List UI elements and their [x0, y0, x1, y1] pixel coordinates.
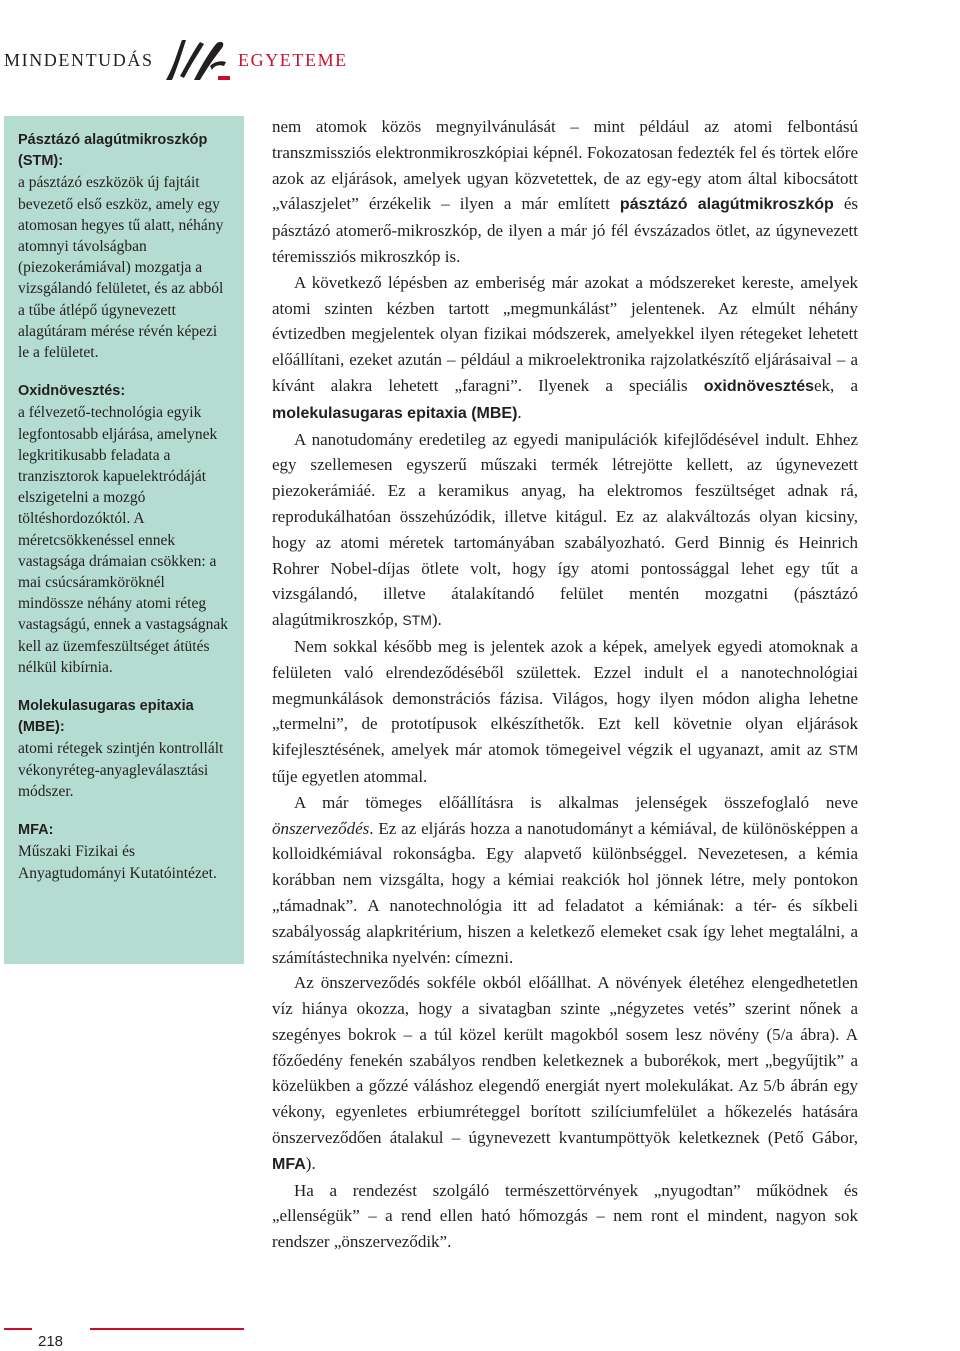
footer-rule — [4, 1328, 32, 1330]
italic-term: önszerveződés — [272, 818, 370, 838]
text-run: ek, a — [814, 375, 859, 395]
glossary-definition: a félvezető-technológia egyik legfontosabb eljárása, amelynek legkritikusabb feladata a tranzisztorok kapuelektródáját elszigetelni a mozgó töltéshordozóktól. A méretcsökkenéssel ennek vastagsága drámaian csökken: a mai csúcsáramköröknél mindössze néhány atomi réteg vastagságú, ennek a vastagságnak kell az üzemfeszültséget átütés nélkül kibírnia. — [18, 404, 229, 676]
paragraph — [272, 270, 858, 427]
paragraph — [272, 1178, 858, 1255]
text-run: A következő lépésben az emberiség már azokat a módszereket kereste, amelyek atomi szinten kézben tartott „megmunkálást” jelentenek. Az elmúlt néhány évtizedben megjelentek olyan fizikai módszerek, amelyekkel ilyen rétegeket lehetett előállítani, ezeket azután – például a mikroelektronika rajzolatkészítő eljárásaival – a kívánt alakra lehetett „faragni”. Ilyenek a speciális — [272, 272, 858, 395]
glossary-term: Oxidnövesztés: — [18, 383, 126, 400]
body-text — [272, 114, 858, 1255]
abbreviation: STM — [828, 742, 858, 759]
text-run: nem atomok közös megnyilvánulását – mint például az atomi felbontású transzmissziós elektronmikroszkópiai képnél. Fokozatosan fedezték fel és törtek előre azok az eljárások, amelyek ugyan közvetettek, de az egy-egy atom által kibocsátott „válaszjelet” érzékelik – ilyen a már említett — [272, 117, 858, 214]
term-highlight: oxidnövesztés — [703, 377, 814, 395]
text-run: Az önszerveződés sokféle okból előállhat. A növények életéhez elengedhetetlen víz hiánya okozza, hogy a sivatagban szinte „négyzetes vetés” szerint nőnek a szegényes bokrok – a túl közel került magokból sosem lesz növény (5/a ábra). A főzőedény fenekén szabályos rendben keletkeznek a buborékok, mert „begyűjtik” a közelükben a gőzzé váláshoz elegendő energiát nyert molekulákat. Az 5/b ábrán egy vékony, egyenletes erbiumréteggel borított szilíciumfelület a hőkezelés hatására önszerveződően átalakul – úgynevezett kvantumpöttyök keletkeznek (Pető Gábor, — [272, 973, 858, 1148]
glossary-term: MFA: — [18, 822, 54, 839]
text-run: . — [517, 402, 522, 422]
paragraph — [272, 114, 858, 270]
paragraph — [272, 427, 858, 634]
page-number: 218 — [38, 1333, 64, 1350]
glossary-definition: atomi rétegek szintjén kontrollált vékonyréteg-anyagleválasztási módszer. — [18, 740, 224, 800]
glossary-entry — [18, 381, 232, 678]
brand-title-right: EGYETEME — [238, 50, 348, 70]
text-run: Nem sokkal később meg is jelentek azok a képek, amelyek egyedi atomoknak a felületen való elrendeződéséből születtek. Ezzel indult el a nanotechnológiai megmunkálások demonstrációs fázisa. Világos, hogy ilyen módon aligha lehetne „termelni”, de prototípusok elkészíthetők. Ezt kell követnie olyan eljárások kifejlesztésének, amelyek már atomok tömegeivel végzik el ugyanazt, amit az — [272, 636, 858, 760]
glossary-entry — [18, 820, 232, 884]
text-run: ). — [431, 610, 442, 630]
abbreviation: STM — [402, 612, 432, 629]
paragraph — [272, 970, 858, 1177]
glossary-term: Pásztázó alagútmikroszkóp (STM): — [18, 132, 208, 170]
glossary-entry — [18, 130, 232, 363]
term-highlight: molekulasugaras epitaxia (MBE) — [272, 404, 518, 422]
term-highlight: MFA — [272, 1155, 306, 1173]
text-run: Ha a rendezést szolgáló természettörvények „nyugodtan” működnek és „ellenségük” – a rend ellen ható hőmozgás – nem ront el mindent, nagyon sok rendszer „önszerveződik”. — [272, 1180, 858, 1252]
paragraph — [272, 634, 858, 790]
glossary-entry — [18, 696, 232, 802]
glossary-sidebar — [4, 116, 244, 964]
glossary-term: Molekulasugaras epitaxia (MBE): — [18, 698, 194, 736]
text-run: A már tömeges előállításra is alkalmas jelenségek összefoglaló neve — [294, 792, 858, 812]
glossary-definition: a pásztázó eszközök új fajtáit bevezető első eszköz, amely egy atomosan hegyes tű alatt, néhány atomnyi távolságban (piezokerámiával) mozgatja a vizsgálandó felületet, és az abból a tűbe átlépő úgynevezett alagútáram mérése révén képezi le a felületet. — [18, 174, 224, 362]
footer-rule — [90, 1328, 244, 1330]
brand-title-left: MINDENTUDÁS — [4, 50, 154, 70]
page-header — [0, 30, 400, 90]
text-run: és pásztázó atomerő-mikroszkóp, de ilyen a már jó fél évszázados ötlet, az úgynevezett téremissziós mikroszkóp is. — [272, 194, 858, 266]
text-run: tűje egyetlen atommal. — [272, 766, 428, 786]
term-highlight: pásztázó alagútmikroszkóp — [619, 196, 834, 214]
text-run: A nanotudomány eredetileg az egyedi manipulációk kifejlődésével indult. Ehhez egy szellemesen egyszerű műszaki termék létrejötte kellett, az úgynevezett piezokerámiáé. Ez a keramikus anyag, ha elektromos feszültséget adnak rá, reprodukálhatóan összehúzódik, illetve kitágul. Ez az alakváltozás olyan kicsiny, hogy az atomi méretek tartományában szabályozható. Gerd Binnig és Heinrich Rohrer Nobel-díjas ötlete volt, hogy így atomi pontossággal lehet egy tűt a vizsgálandó, illetve átalakítandó felület mentén mozgatni (pásztázó alagútmikroszkóp, — [272, 429, 858, 630]
text-run: . Ez az eljárás hozza a nanotudományt a kémiával, de különösképpen a kolloidkémiával rokonságba. Egy alapvető különbséggel. Nevezetesen, a kémia korábban nem vizsgálta, hogy a kémiai reakciók hol jönnek létre, mely pontokon „támadnak”. A nanotechnológia itt ad feladatot a kémiának: a tér- és síkbeli szabályosság alapkritérium, hiszen a keletkező elemeket csak így lehet megtalálni, a számítástechnika nyelvén: címezni. — [272, 818, 858, 967]
paragraph — [272, 790, 858, 971]
glossary-definition: Műszaki Fizikai és Anyagtudományi Kutatóintézet. — [18, 843, 217, 882]
quill-logo-icon — [160, 36, 232, 84]
text-run: ). — [305, 1153, 316, 1173]
